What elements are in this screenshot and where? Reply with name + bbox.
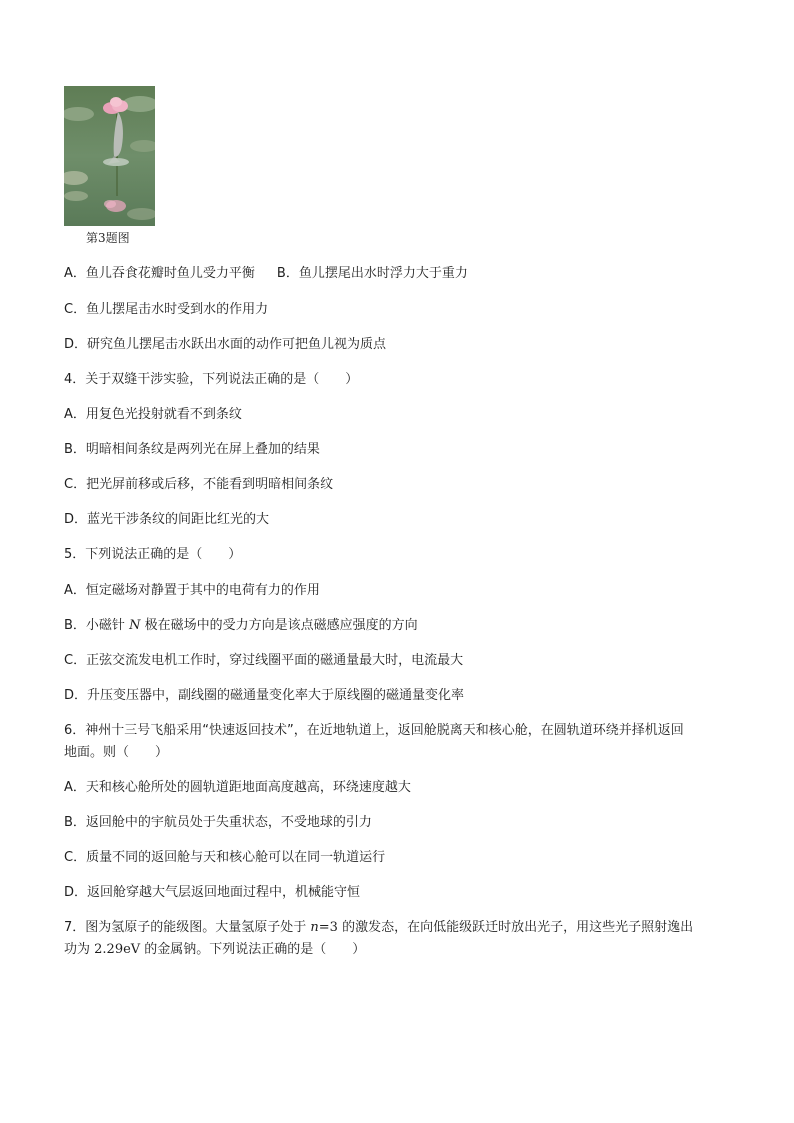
- q7-stem-line2-prefix: 功为: [64, 942, 95, 957]
- q5-option-b-prefix: B．小磁针: [64, 618, 130, 633]
- q3-option-a: A．鱼儿吞食花瓣时鱼儿受力平衡: [64, 266, 255, 281]
- q7-work-function-value: 2.29eV: [94, 942, 141, 957]
- q7-stem-line1: [64, 920, 693, 936]
- q6-option-c: C．质量不同的返回舱与天和核心舱可以在同一轨道运行: [64, 850, 386, 865]
- q3-option-c: C．鱼儿摆尾击水时受到水的作用力: [64, 302, 269, 317]
- q5-option-b-variable: N: [129, 618, 141, 633]
- q6-stem-line2: 地面。则（ ）: [64, 745, 169, 760]
- q4-option-d: D．蓝光干涉条纹的间距比红光的大: [64, 512, 270, 527]
- q7-stem-eq: =3: [318, 920, 338, 935]
- q5-option-a: A．恒定磁场对静置于其中的电荷有力的作用: [64, 583, 320, 598]
- q3-option-b: B．鱼儿摆尾出水时浮力大于重力: [276, 266, 468, 281]
- q6-option-a: A．天和核心舱所处的圆轨道距地面高度越高，环绕速度越大: [64, 780, 411, 795]
- q6-option-d: D．返回舱穿越大气层返回地面过程中，机械能守恒: [64, 885, 361, 900]
- q5-option-c: C．正弦交流发电机工作时，穿过线圈平面的磁通量最大时，电流最大: [64, 653, 464, 668]
- q7-stem-line1-prefix: 7．图为氢原子的能级图。大量氢原子处于: [64, 920, 311, 935]
- q7-stem-variable-n: n: [310, 920, 319, 935]
- figure-caption: 第3题图: [86, 231, 130, 245]
- q5-option-b-suffix: 极在磁场中的受力方向是该点磁感应强度的方向: [140, 618, 418, 633]
- q7-stem-line2-suffix: 的金属钠。下列说法正确的是（ ）: [140, 942, 366, 957]
- q3-option-d: D．研究鱼儿摆尾击水跃出水面的动作可把鱼儿视为质点: [64, 337, 387, 352]
- q7-stem-line1-suffix: 的激发态，在向低能级跃迁时放出光子，用这些光子照射逸出: [337, 920, 694, 935]
- q7-stem-line2: [64, 942, 365, 958]
- q4-option-a: A．用复色光投射就看不到条纹: [64, 407, 242, 422]
- q4-stem: 4．关于双缝干涉实验，下列说法正确的是（ ）: [64, 372, 359, 387]
- q5-stem: 5．下列说法正确的是（ ）: [64, 547, 242, 562]
- q5-option-d: D．升压变压器中，副线圈的磁通量变化率大于原线圈的磁通量变化率: [64, 688, 465, 703]
- q6-option-b: B．返回舱中的宇航员处于失重状态，不受地球的引力: [64, 815, 372, 830]
- q4-option-c: C．把光屏前移或后移，不能看到明暗相间条纹: [64, 477, 334, 492]
- q5-option-b: [64, 618, 418, 634]
- q6-stem-line1: 6．神州十三号飞船采用“快速返回技术”，在近地轨道上，返回舱脱离天和核心舱，在圆轨道环绕并择机返回: [64, 723, 684, 738]
- q3-options-ab: [64, 266, 468, 282]
- fish-lotus-illustration: [64, 86, 155, 226]
- fish-lotus-photo: [64, 86, 155, 226]
- q4-option-b: B．明暗相间条纹是两列光在屏上叠加的结果: [64, 442, 320, 457]
